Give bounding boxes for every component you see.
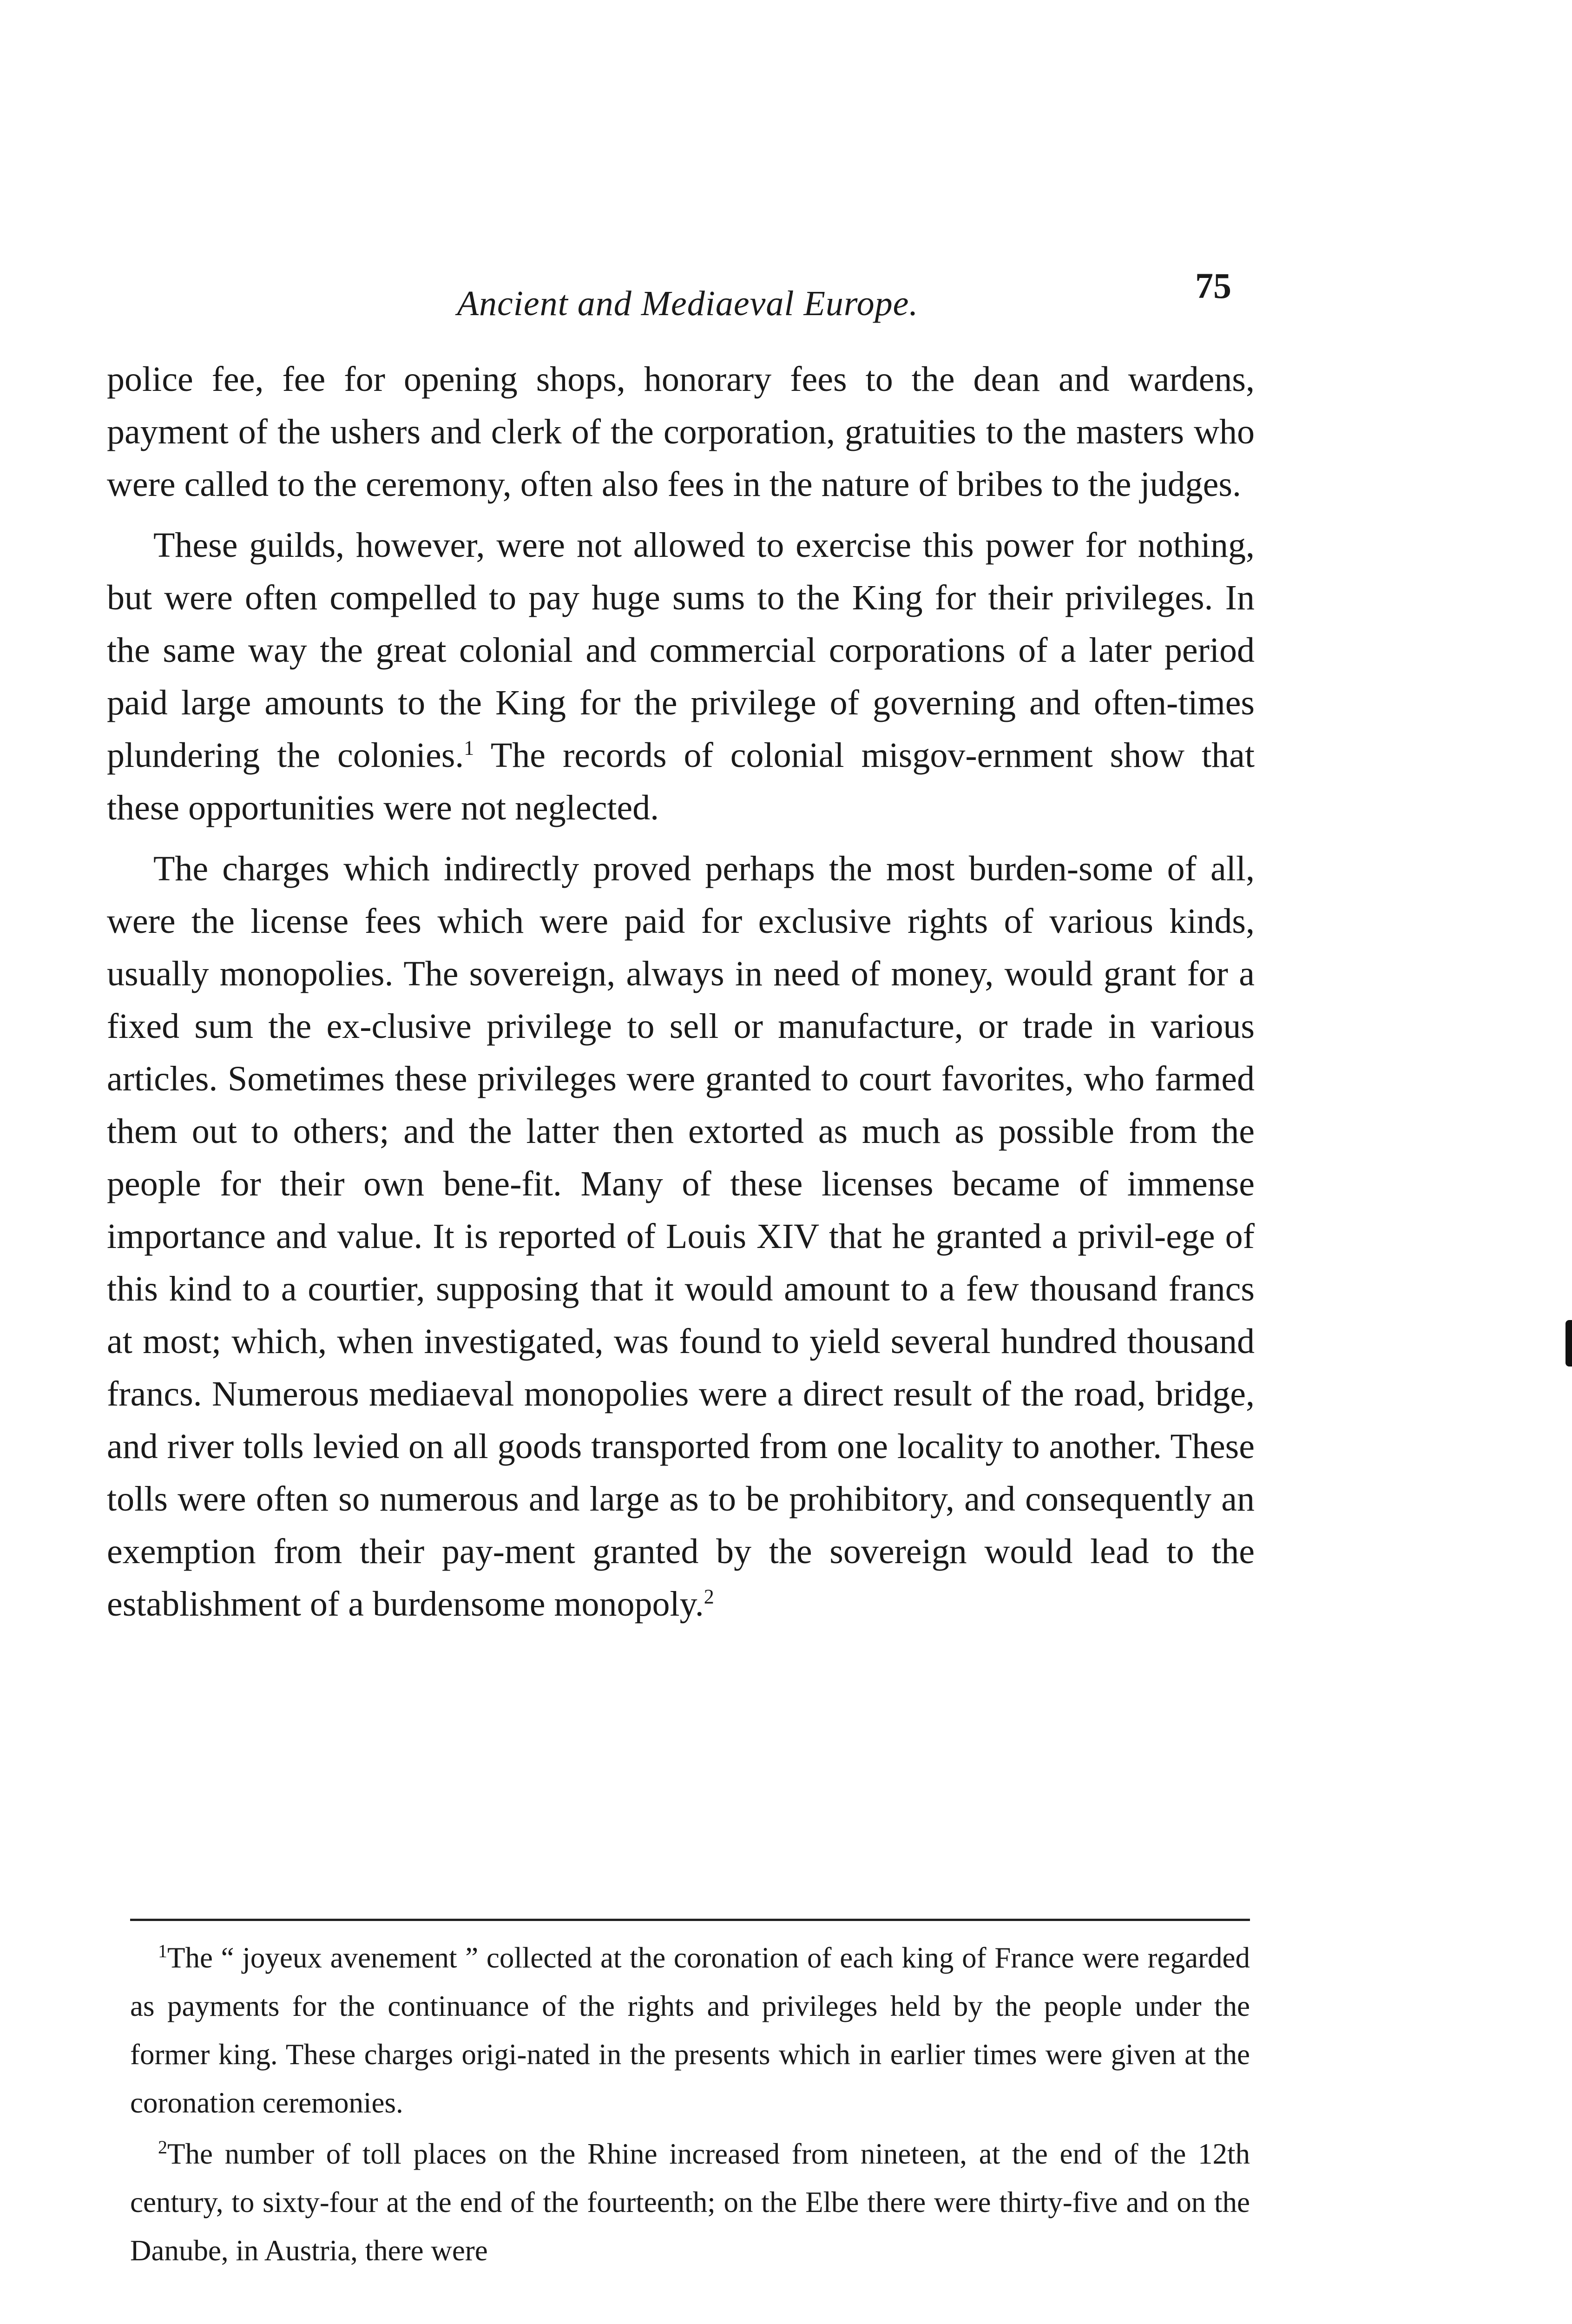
running-head: [125, 265, 1250, 321]
paragraph-1: police fee, fee for opening shops, honorary fees to the dean and wardens, payment of the ushers and clerk of the corporation, gratuities to the masters who were called to the ceremony, often also fees in the nature of bribes to the judges.: [107, 360, 1255, 504]
footnotes: [130, 1934, 1250, 2278]
footnote-2-text: The number of toll places on the Rhine increased from nineteen, at the end of the 12th century, to sixty-four at the end of the fourteenth; on the Elbe there were thirty-five and on the Danube, in Austria, there were: [130, 2138, 1250, 2267]
footnote-1-text: The “ joyeux avenement ” collected at the coronation of each king of France were regarded as payments for the continuance of the rights and privileges held by the people under the former king. These charges origi-nated in the presents which in earlier times were given at the coronation ceremonies.: [130, 1941, 1250, 2119]
footnote-ref-1: 1: [464, 736, 474, 759]
paragraph-3: [107, 843, 1255, 1631]
footnote-1: [130, 1934, 1250, 2127]
paragraph-2-text-a: These guilds, however, were not allowed to exercise this power for nothing, but were often compelled to pay huge sums to the King for their privileges. In the same way the great colonial and commercial corporations of a later period paid large amounts to the King for the privilege of governing and often-times plundering the colonies.: [107, 526, 1255, 775]
footnote-ref-2: 2: [704, 1585, 714, 1608]
paragraph-3-text: The charges which indirectly proved perhaps the most burden-some of all, were the license fees which were paid for exclusive rights of various kinds, usually monopolies. The sovereign, always in need of money, would grant for a fixed sum the ex-clusive privilege to sell or manufacture, or trade in various articles. Sometimes these privileges were granted to court favorites, who farmed them out to others; and the latter then extorted as much as possible from the people for their own bene-fit. Many of these licenses became of immense importance and value. It is reported of Louis XIV that he granted a privil-ege of this kind to a courtier, supposing that it would amount to a few thousand francs at most; which, when investigated, was found to yield several hundred thousand francs. Numerous mediaeval monopolies were a direct result of the road, bridge, and river tolls levied on all goods transported from one locality to another. These tolls were often so numerous and large as to be prohibitory, and consequently an exemption from their pay-ment granted by the sovereign would lead to the establishment of a burdensome monopoly.: [107, 849, 1255, 1624]
paragraph-2-text-b: The records of colonial misgov-ernment show that these opportunities were not neglected.: [107, 736, 1255, 827]
footnote-1-mark: 1: [158, 1941, 167, 1961]
footnote-2: [130, 2130, 1250, 2275]
page-number: 75: [1195, 265, 1231, 306]
body-text: [107, 353, 1255, 1639]
footnote-2-mark: 2: [158, 2137, 167, 2158]
footnote-divider: [130, 1919, 1250, 1921]
paragraph-2: [107, 519, 1255, 834]
scan-edge-mark: [1565, 1320, 1572, 1367]
running-title: Ancient and Mediaeval Europe.: [457, 284, 919, 323]
